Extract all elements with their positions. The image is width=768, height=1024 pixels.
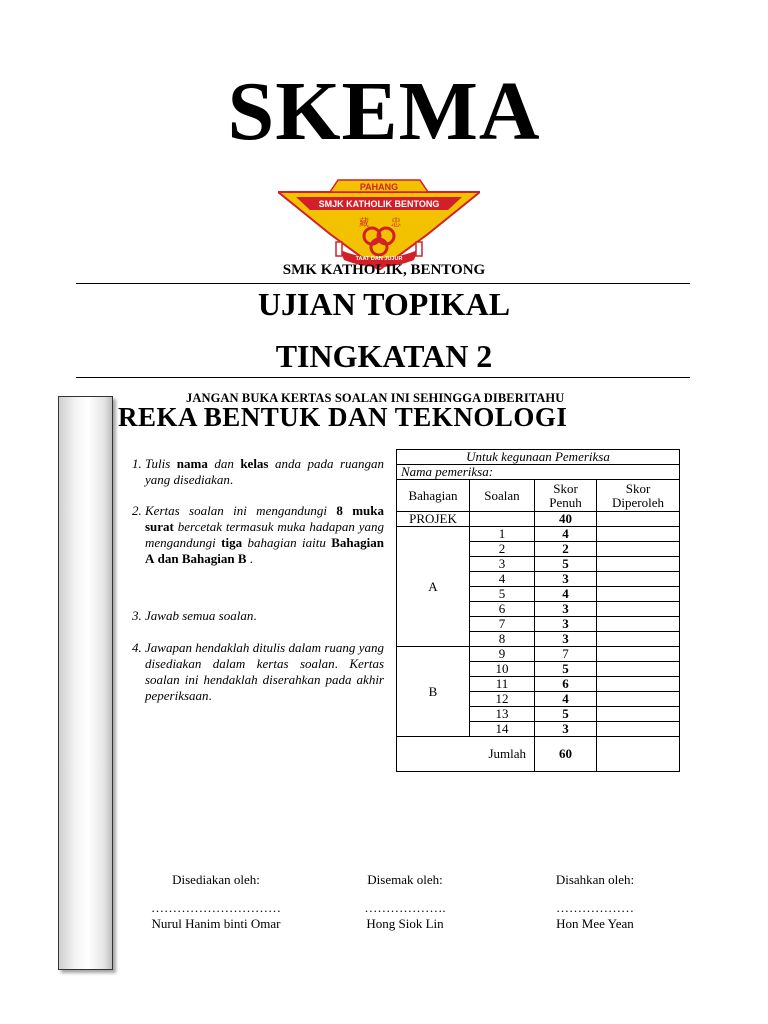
instruction-fragment: 8 muka surat [145, 503, 384, 534]
instruction-fragment: bercetak termasuk muka hadapan yang mengandungi [145, 519, 384, 550]
instruction-fragment: . [334, 656, 338, 671]
instruction-fragment: kelas [240, 456, 269, 471]
score-obtained [597, 617, 680, 632]
full-score: 3 [535, 632, 597, 647]
question-number: 12 [470, 692, 535, 707]
full-score: 5 [535, 707, 597, 722]
score-obtained [597, 662, 680, 677]
table-row [397, 647, 680, 662]
projek-soalan [470, 512, 535, 527]
question-number: 9 [470, 647, 535, 662]
signature-approved [535, 872, 655, 932]
total-score: 60 [535, 737, 597, 772]
instruction-text [145, 608, 384, 624]
question-number: 8 [470, 632, 535, 647]
total-row [397, 737, 680, 772]
instruction-fragment: bahagian iaitu [242, 535, 332, 550]
score-obtained [597, 527, 680, 542]
instruction-fragment: Kertas soalan ini mengandungi [145, 503, 337, 518]
instruction-fragment: nama [176, 456, 208, 471]
signature-role: Disahkan oleh: [555, 872, 635, 887]
exam-title: UJIAN TOPIKAL [257, 286, 511, 322]
question-number: 3 [470, 557, 535, 572]
question-number: 13 [470, 707, 535, 722]
instruction-text [145, 640, 384, 704]
instruction-fragment: Jawapan hendaklah ditulis dalam ruang yang disediakan dalam kertas soalan [145, 640, 384, 671]
score-obtained [597, 557, 680, 572]
instruction-number: 4. [132, 640, 142, 655]
signature-name: Hon Mee Yean [556, 916, 634, 931]
full-score: 3 [535, 617, 597, 632]
score-obtained [597, 722, 680, 737]
logo-glyph-left: 藏 [359, 218, 369, 229]
signature-role: Disediakan oleh: [172, 872, 260, 887]
score-obtained [597, 677, 680, 692]
logo-top-text: PAHANG [359, 182, 399, 192]
signature-prepared [146, 872, 286, 932]
question-number: 11 [470, 677, 535, 692]
subject-title: REKA BENTUK DAN TEKNOLOGI [118, 402, 568, 432]
signature-line: ………………. [364, 900, 446, 915]
decorative-sidebar [58, 396, 113, 970]
form-level: TINGKATAN 2 [275, 338, 493, 374]
projek-score: 40 [535, 512, 597, 527]
full-score: 3 [535, 602, 597, 617]
score-obtained [597, 542, 680, 557]
full-score: 5 [535, 662, 597, 677]
header-skor-diperoleh: Skor Diperoleh [597, 480, 680, 512]
instruction-text [145, 503, 384, 567]
divider-bottom [76, 377, 690, 378]
instruction-fragment: Tulis [145, 456, 177, 471]
section-b-label: B [397, 647, 470, 737]
signature-line: ……………… [556, 900, 634, 915]
full-score: 4 [535, 527, 597, 542]
signature-name: Nurul Hanim binti Omar [151, 916, 281, 931]
question-number: 14 [470, 722, 535, 737]
instruction-fragment: anda pada ruangan yang disediakan [145, 456, 384, 487]
warning-text: JANGAN BUKA KERTAS SOALAN INI SEHINGGA DIBERITAHU [186, 391, 565, 405]
instruction-fragment: dan [207, 456, 241, 471]
header-soalan: Soalan [470, 480, 535, 512]
question-number: 7 [470, 617, 535, 632]
question-number: 5 [470, 587, 535, 602]
school-logo [278, 176, 480, 270]
instruction-fragment: Bahagian A [145, 535, 384, 566]
question-number: 2 [470, 542, 535, 557]
instruction-fragment: Jawab semua soalan [145, 608, 254, 623]
score-obtained [597, 602, 680, 617]
instruction-item [132, 640, 384, 704]
instruction-text [145, 456, 384, 488]
score-obtained [597, 572, 680, 587]
instruction-number: 3. [132, 608, 142, 623]
signature-name: Hong Siok Lin [366, 916, 444, 931]
score-obtained [597, 632, 680, 647]
total-score-obtained [597, 737, 680, 772]
instruction-fragment: dan Bahagian B [157, 551, 247, 566]
question-number: 10 [470, 662, 535, 677]
instruction-fragment: . [253, 608, 257, 623]
header-skor-penuh: Skor Penuh [535, 480, 597, 512]
total-label: Jumlah [397, 737, 535, 772]
examiner-name-label: Nama pemeriksa: [397, 465, 680, 480]
full-score: 4 [535, 587, 597, 602]
question-number: 4 [470, 572, 535, 587]
full-score: 2 [535, 542, 597, 557]
full-score: 5 [535, 557, 597, 572]
header-bahagian: Bahagian [397, 480, 470, 512]
logo-ribbon-text: TAAT DAN JUJUR [355, 256, 403, 262]
signature-checked [345, 872, 465, 932]
full-score: 4 [535, 692, 597, 707]
instruction-item [132, 608, 384, 624]
logo-glyph-right: 忠 [391, 218, 401, 229]
instruction-number: 2. [132, 503, 142, 518]
question-number: 1 [470, 527, 535, 542]
school-name: SMK KATHOLIK, BENTONG [282, 262, 486, 278]
full-score: 7 [535, 647, 597, 662]
table-row [397, 527, 680, 542]
score-obtained [597, 707, 680, 722]
instruction-item [132, 456, 384, 488]
projek-label: PROJEK [397, 512, 470, 527]
instruction-fragment: . [208, 688, 212, 703]
score-obtained [597, 587, 680, 602]
instruction-fragment: tiga [221, 535, 243, 550]
instruction-fragment: . [229, 472, 234, 487]
instruction-fragment: . [246, 551, 254, 566]
full-score: 6 [535, 677, 597, 692]
full-score: 3 [535, 722, 597, 737]
projek-score-obtained [597, 512, 680, 527]
signature-line: ………………………… [151, 900, 281, 915]
question-number: 6 [470, 602, 535, 617]
instruction-fragment: Kertas soalan ini hendaklah diserahkan pada akhir peperiksaan [145, 656, 384, 703]
instruction-number: 1. [132, 456, 142, 471]
table-title: Untuk kegunaan Pemeriksa [397, 450, 680, 465]
skema-title: SKEMA [227, 65, 541, 158]
score-obtained [597, 647, 680, 662]
examiner-table [396, 449, 680, 772]
instruction-item [132, 503, 384, 567]
full-score: 3 [535, 572, 597, 587]
score-obtained [597, 692, 680, 707]
section-a-label: A [397, 527, 470, 647]
signature-role: Disemak oleh: [367, 872, 443, 887]
logo-banner-text: SMJK KATHOLIK BENTONG [318, 199, 440, 209]
